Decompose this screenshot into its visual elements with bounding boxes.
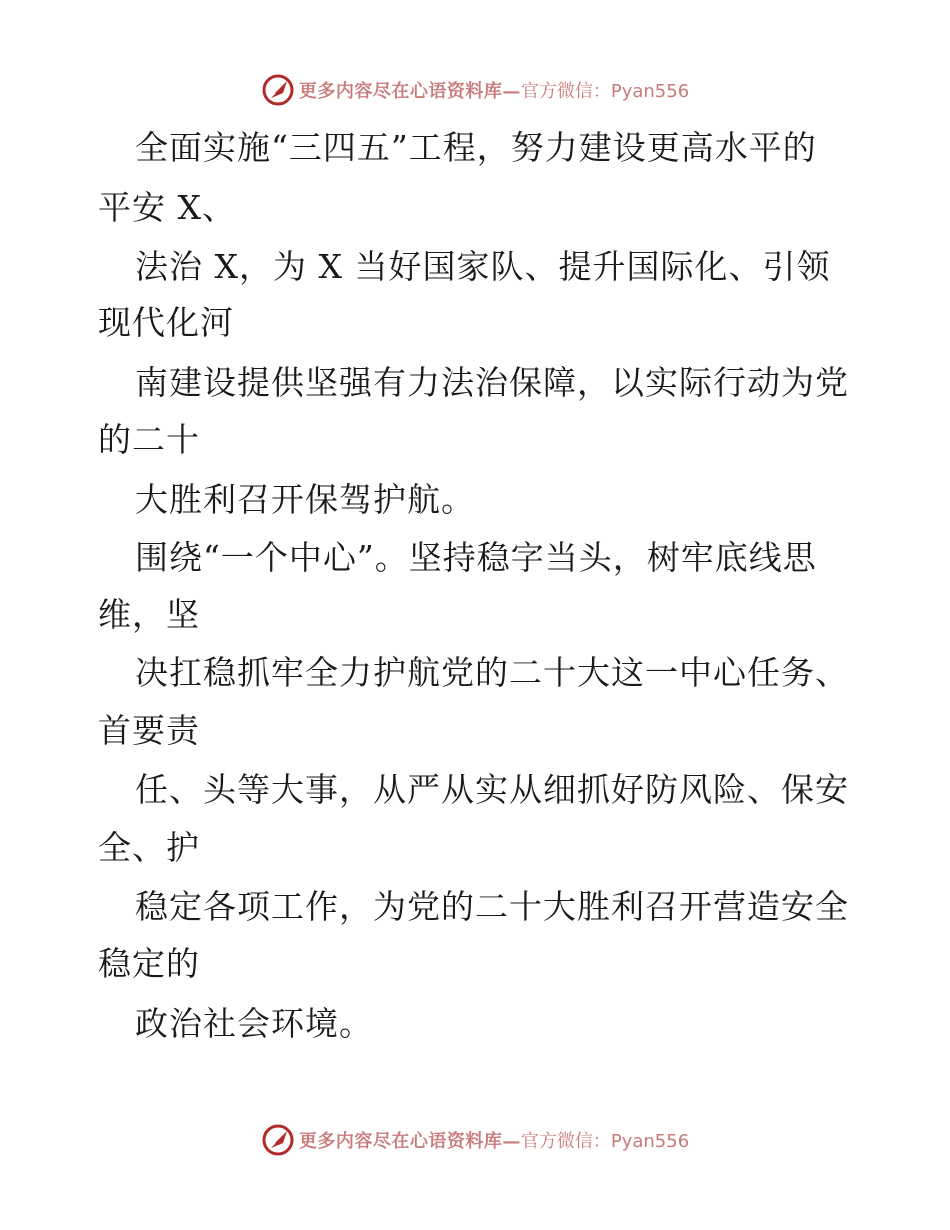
- header-banner: [0, 70, 950, 110]
- body-line: 南建设提供坚强有力法治保障，以实际行动为党: [135, 363, 849, 402]
- quill-logo-icon: [261, 1123, 295, 1157]
- body-line: 稳定各项工作，为党的二十大胜利召开营造安全: [135, 887, 849, 926]
- body-line: 首要责: [98, 711, 200, 750]
- body-line: 围绕“一个中心”。坚持稳字当头，树牢底线思: [135, 538, 817, 577]
- banner-wechat-text: 官方微信：Pyan556: [520, 1131, 690, 1152]
- body-line: 现代化河: [98, 303, 234, 342]
- quill-logo-icon: [261, 73, 295, 107]
- body-line: 全面实施“三四五”工程，努力建设更高水平的: [135, 128, 817, 167]
- banner-wechat-text: 官方微信：Pyan556: [520, 81, 690, 102]
- banner-brand-text: 更多内容尽在心语资料库—: [298, 1131, 521, 1152]
- body-line: 维，坚: [98, 595, 200, 634]
- body-line: 的二十: [98, 420, 200, 459]
- body-line: 政治社会环境。: [135, 1004, 373, 1043]
- footer-banner: [0, 1120, 950, 1160]
- body-line: 稳定的: [98, 944, 200, 983]
- body-line: 全、护: [98, 828, 200, 867]
- body-line: 大胜利召开保驾护航。: [135, 480, 475, 519]
- body-line: 决扛稳抓牢全力护航党的二十大这一中心任务、: [135, 653, 849, 692]
- body-line: 平安 X、: [98, 188, 236, 227]
- body-line: 任、头等大事，从严从实从细抓好防风险、保安: [135, 770, 849, 809]
- banner-brand-text: 更多内容尽在心语资料库—: [298, 81, 521, 102]
- body-line: 法治 X，为 X 当好国家队、提升国际化、引领: [135, 247, 831, 286]
